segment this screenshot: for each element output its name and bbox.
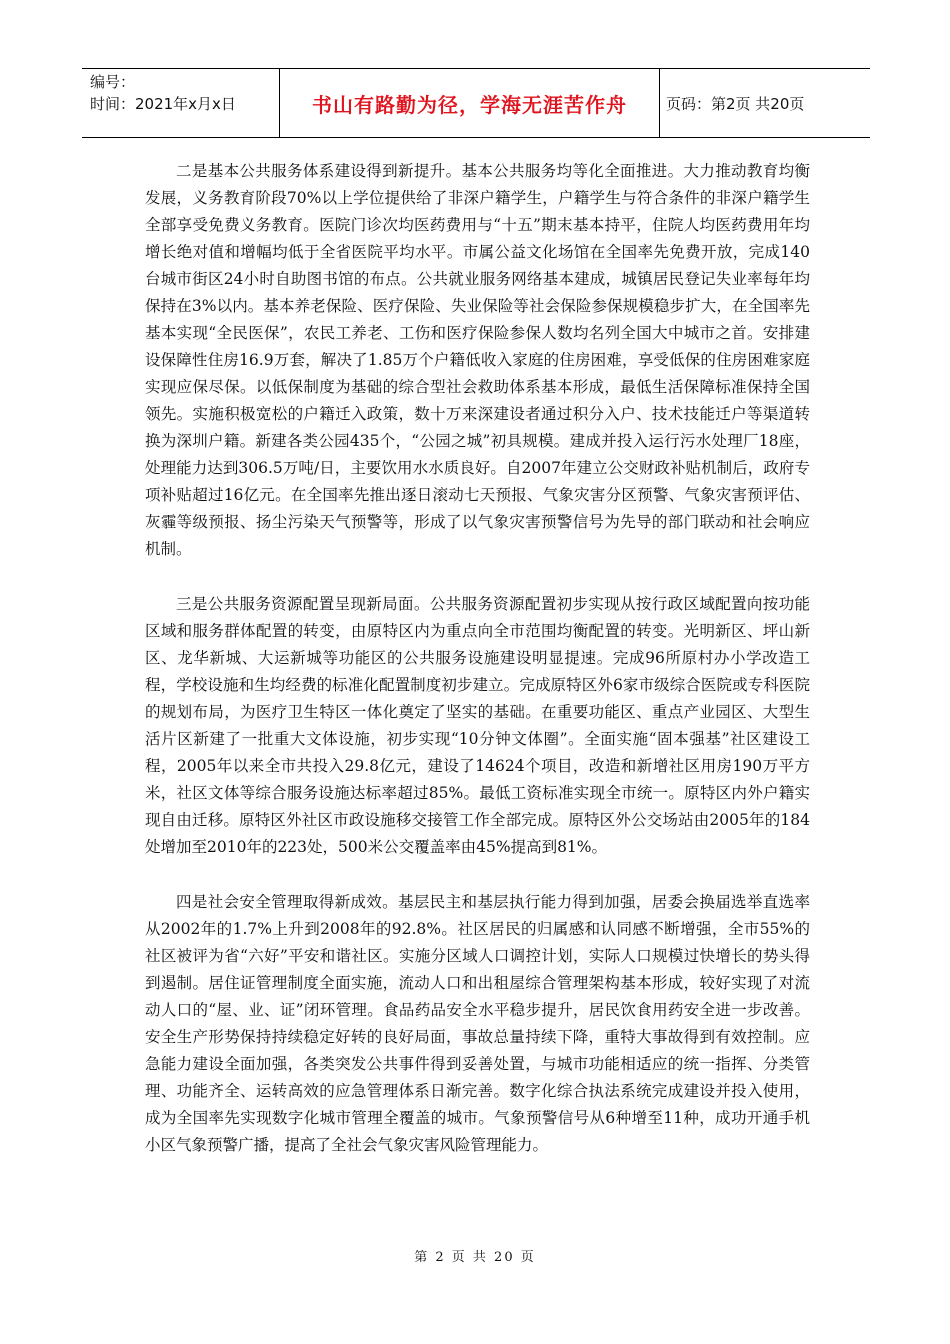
doc-number-label: 编号： xyxy=(90,73,136,91)
document-body xyxy=(145,158,810,1159)
doc-time-label: 时间：2021年x月x日 xyxy=(90,95,236,113)
paragraph-social-security: 四是社会安全管理取得新成效。基层民主和基层执行能力得到加强，居委会换届选举直选率从2002年的1.7%上升到2008年的92.8%。社区居民的归属感和认同感不断增强，全市55%的社区被评为省“六好”平安和谐社区。实施分区域人口调控计划，实际人口规模过快增长的势头得到遏制。居住证管理制度全面实施，流动人口和出租屋综合管理架构基本形成，较好实现了对流动人口的“屋、业、证”闭环管理。食品药品安全水平稳步提升，居民饮食用药安全进一步改善。安全生产形势保持持续稳定好转的良好局面，事故总量持续下降，重特大事故得到有效控制。应急能力建设全面加强，各类突发公共事件得到妥善处置，与城市功能相适应的统一指挥、分类管理、功能齐全、运转高效的应急管理体系日渐完善。数字化综合执法系统完成建设并投入使用，成为全国率先实现数字化城市管理全覆盖的城市。气象预警信号从6种增至11种，成功开通手机小区气象预警广播，提高了全社会气象灾害风险管理能力。 xyxy=(145,893,810,1154)
header-page-info: 页码：第2页 共20页 xyxy=(666,94,805,113)
header-motto: 书山有路勤为径，学海无涯苦作舟 xyxy=(280,69,660,137)
page-header xyxy=(82,68,870,138)
paragraph-public-services: 二是基本公共服务体系建设得到新提升。基本公共服务均等化全面推进。大力推动教育均衡发展，义务教育阶段70%以上学位提供给了非深户籍学生，户籍学生与符合条件的非深户籍学生全部享受免费义务教育。医院门诊次均医药费用与“十五”期末基本持平，住院人均医药费用年均增长绝对值和增幅均低于全省医院平均水平。市属公益文化场馆在全国率先免费开放，完成140台城市街区24小时自助图书馆的布点。公共就业服务网络基本建成，城镇居民登记失业率每年均保持在3%以内。基本养老保险、医疗保险、失业保险等社会保险参保规模稳步扩大，在全国率先基本实现“全民医保”，农民工养老、工伤和医疗保险参保人数均名列全国大中城市之首。安排建设保障性住房16.9万套，解决了1.85万个户籍低收入家庭的住房困难，享受低保的住房困难家庭实现应保尽保。以低保制度为基础的综合型社会救助体系基本形成，最低生活保障标准保持全国领先。实施积极宽松的户籍迁入政策，数十万来深建设者通过积分入户、技术技能迁户等渠道转换为深圳户籍。新建各类公园435个，“公园之城”初具规模。建成并投入运行污水处理厂18座，处理能力达到306.5万吨/日，主要饮用水水质良好。自2007年建立公交财政补贴机制后，政府专项补贴超过16亿元。在全国率先推出逐日滚动七天预报、气象灾害分区预警、气象灾害预评估、灰霾等级预报、扬尘污染天气预警等，形成了以气象灾害预警信号为先导的部门联动和社会响应机制。 xyxy=(145,162,810,558)
page-footer: 第 2 页 共 20 页 xyxy=(414,1250,536,1265)
header-meta xyxy=(82,69,280,137)
paragraph-resource-allocation: 三是公共服务资源配置呈现新局面。公共服务资源配置初步实现从按行政区域配置向按功能区域和服务群体配置的转变，由原特区内为重点向全市范围均衡配置的转变。光明新区、坪山新区、龙华新城、大运新城等功能区的公共服务设施建设明显提速。完成96所原村办小学改造工程，学校设施和生均经费的标准化配置制度初步建立。完成原特区外6家市级综合医院或专科医院的规划布局，为医疗卫生特区一体化奠定了坚实的基础。在重要功能区、重点产业园区、大型生活片区新建了一批重大文体设施，初步实现“10分钟文体圈”。全面实施“固本强基”社区建设工程，2005年以来全市共投入29.8亿元，建设了14624个项目，改造和新增社区用房190万平方米，社区文体等综合服务设施达标率超过85%。最低工资标准实现全市统一。原特区内外户籍实现自由迁移。原特区外社区市政设施移交接管工作全部完成。原特区外公交场站由2005年的184处增加至2010年的223处，500米公交覆盖率由45%提高到81%。 xyxy=(145,595,810,856)
